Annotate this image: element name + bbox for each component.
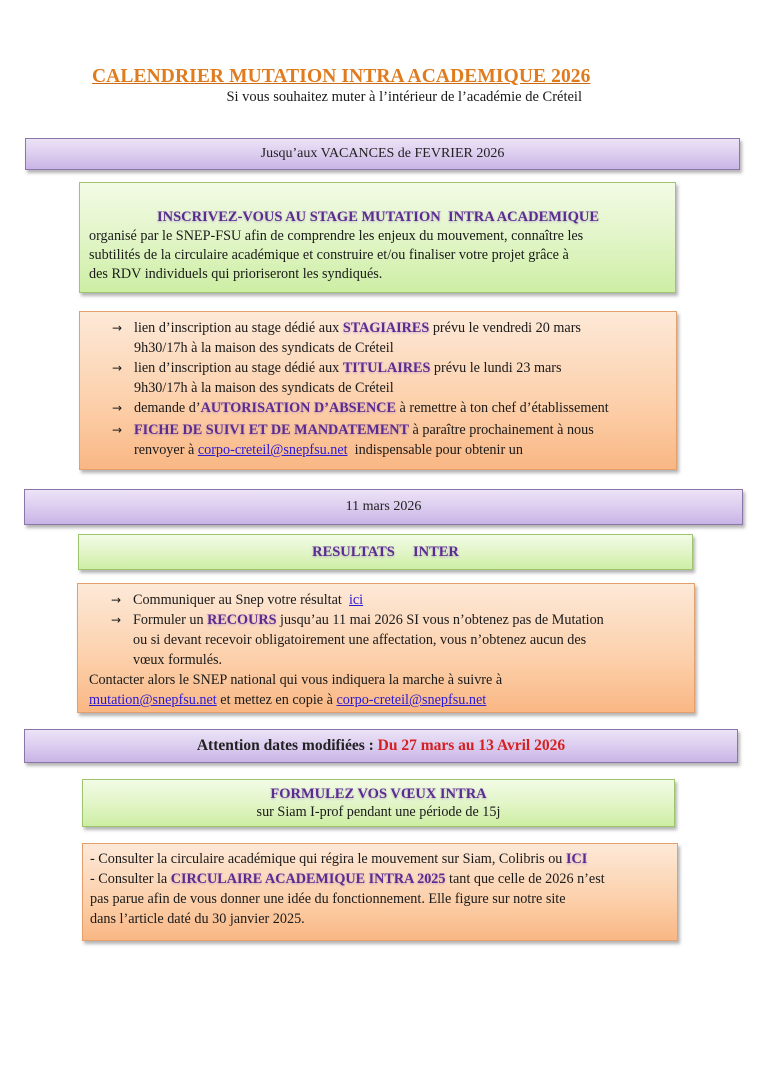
list-item-continuation: vœux formulés. <box>133 652 223 668</box>
circulaire-line: - Consulter la CIRCULAIRE ACADEMIQUE INTRA 2025 tant que celle de 2026 n’est <box>90 871 605 887</box>
stage-text-line: organisé par le SNEP-FSU afin de comprendre les enjeux du mouvement, connaître les <box>89 228 584 244</box>
stage-text-line: des RDV individuels qui prioriseront les syndiqués. <box>89 266 383 282</box>
arrow-right-icon: → <box>111 593 122 607</box>
titulaires-link[interactable]: TITULAIRES <box>342 360 431 376</box>
contact-line: Contacter alors le SNEP national qui vous indiquera la marche à suivre à <box>89 672 503 688</box>
page-subtitle: Si vous souhaitez muter à l’intérieur de l’académie de Créteil <box>226 89 582 105</box>
banner-dates-text: Du 27 mars au 13 Avril 2026 <box>377 737 566 754</box>
circulaire-line: - Consulter la circulaire académique qui régira le mouvement sur Siam, Colibris ou ICI <box>90 851 588 867</box>
arrow-right-icon: → <box>112 401 123 415</box>
page-title: CALENDRIER MUTATION INTRA ACADEMIQUE 2026 <box>92 66 591 87</box>
banner-february <box>25 138 740 170</box>
list-item-continuation: 9h30/17h à la maison des syndicats de Créteil <box>134 380 394 396</box>
stagiaires-link[interactable]: STAGIAIRES <box>342 320 430 336</box>
email-link-corpo-creteil[interactable]: corpo-creteil@snepfsu.net <box>336 692 487 708</box>
list-item-continuation: ou si devant recevoir obligatoirement une affectation, vous n’obtenez aucun des <box>133 632 587 648</box>
circulaire-line: pas parue afin de vous donner une idée du fonctionnement. Elle figure sur notre site <box>90 891 566 907</box>
list-item-communicate: → Communiquer au Snep votre résultat ici <box>111 592 364 608</box>
list-item-continuation: 9h30/17h à la maison des syndicats de Créteil <box>134 340 394 356</box>
registration-links-box <box>79 311 677 470</box>
banner-attention-text: Attention dates modifiées : <box>196 737 378 754</box>
arrow-right-icon: → <box>112 423 123 437</box>
list-item-titulaires[interactable]: → lien d’inscription au stage dédié aux TITULAIRES prévu le lundi 23 mars <box>112 360 562 376</box>
results-heading: RESULTATS INTER <box>312 543 459 560</box>
banner-march <box>24 489 743 525</box>
arrow-right-icon: → <box>112 361 123 375</box>
circulaire-2025-link[interactable]: CIRCULAIRE ACADEMIQUE INTRA 2025 <box>170 871 446 887</box>
voeux-box <box>82 779 675 827</box>
circulaire-box <box>82 843 678 941</box>
results-info-box <box>77 583 695 713</box>
stage-heading: INSCRIVEZ-VOUS AU STAGE MUTATION INTRA ACADEMIQUE <box>156 209 600 225</box>
list-item-fiche-suivi[interactable]: → FICHE DE SUIVI ET DE MANDATEMENT à paraître prochainement à nous <box>112 422 594 438</box>
arrow-right-icon: → <box>111 613 122 627</box>
list-item-stagiaires[interactable]: → lien d’inscription au stage dédié aux STAGIAIRES prévu le vendredi 20 mars <box>112 320 581 336</box>
banner-dates-modified <box>24 729 738 763</box>
list-item-absence[interactable]: → demande d’AUTORISATION D’ABSENCE à remettre à ton chef d’établissement <box>112 400 609 416</box>
list-item-continuation: renvoyer à corpo-creteil@snepfsu.net indispensable pour obtenir un <box>134 442 523 458</box>
stage-text-line: subtilités de la circulaire académique et construire et/ou finaliser votre projet grâce à <box>89 247 569 263</box>
banner-march-text: 11 mars 2026 <box>345 499 422 514</box>
banner-february-text: Jusqu’aux VACANCES de FEVRIER 2026 <box>260 146 505 161</box>
arrow-right-icon: → <box>112 321 123 335</box>
list-item-recours: → Formuler un RECOURS jusqu’au 11 mai 2026 SI vous n’obtenez pas de Mutation <box>111 612 604 628</box>
absence-authorization-link[interactable]: AUTORISATION D’ABSENCE <box>200 400 396 416</box>
contact-emails: mutation@snepfsu.net et mettez en copie à corpo-creteil@snepfsu.net <box>89 692 487 708</box>
stage-box <box>79 182 676 293</box>
ici-link[interactable]: ICI <box>565 851 588 867</box>
fiche-suivi-link[interactable]: FICHE DE SUIVI ET DE MANDATEMENT <box>134 422 409 438</box>
voeux-subtitle: sur Siam I-prof pendant une période de 15j <box>256 804 501 820</box>
circulaire-line: dans l’article daté du 30 janvier 2025. <box>90 911 305 927</box>
email-link-corpo-creteil[interactable]: corpo-creteil@snepfsu.net <box>197 442 348 458</box>
results-box <box>78 534 693 570</box>
email-link-mutation[interactable]: mutation@snepfsu.net <box>89 692 217 708</box>
voeux-heading: FORMULEZ VOS VŒUX INTRA <box>270 786 487 802</box>
recours-link[interactable]: RECOURS <box>207 612 277 628</box>
ici-link[interactable]: ici <box>348 592 364 608</box>
